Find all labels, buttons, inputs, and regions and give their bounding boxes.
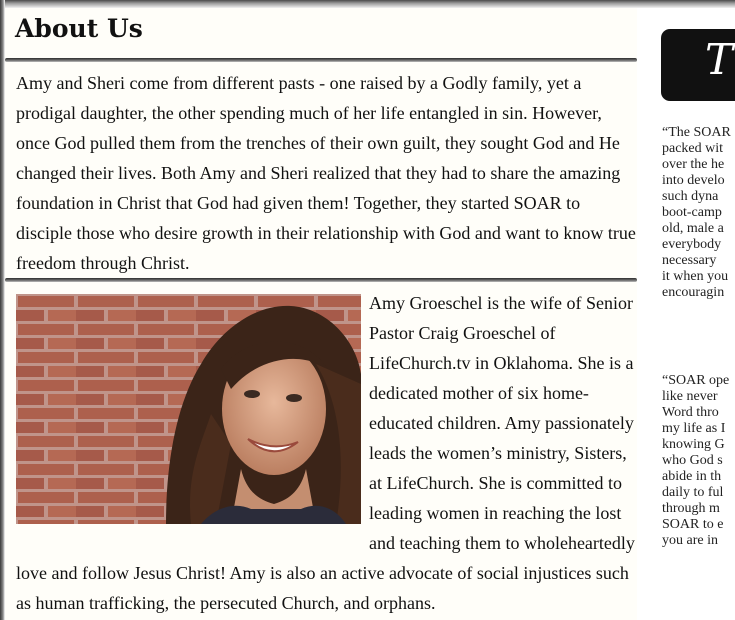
- main-content: [5, 8, 637, 620]
- testimonial-1-line: it when you: [662, 269, 729, 284]
- sidebar-banner-text: T: [705, 35, 734, 84]
- testimonial-2-line: SOAR to e: [662, 517, 724, 532]
- page-title: About Us: [15, 14, 143, 43]
- testimonial-2-line: Word thro: [662, 405, 719, 420]
- divider-top: [5, 58, 637, 62]
- testimonial-2-line: who God s: [662, 453, 723, 468]
- testimonial-1-line: boot-camp: [662, 205, 722, 220]
- testimonial-2-line: daily to ful: [662, 485, 724, 500]
- divider-middle: [5, 278, 637, 282]
- photo-spacer: [16, 288, 369, 531]
- bio-paragraph: [16, 288, 636, 618]
- testimonial-1: [662, 125, 735, 301]
- testimonial-2-line: “SOAR ope: [662, 373, 730, 388]
- testimonial-2-line: my life as I: [662, 421, 726, 436]
- sidebar-banner: [661, 29, 735, 101]
- testimonial-2-line: through m: [662, 501, 720, 516]
- testimonial-2-line: knowing G: [662, 437, 725, 452]
- testimonial-2-line: abide in th: [662, 469, 722, 484]
- testimonial-2-line: like never: [662, 389, 718, 404]
- testimonial-1-line: such dyna: [662, 189, 719, 204]
- testimonial-2: [662, 373, 735, 549]
- testimonial-1-line: necessary: [662, 253, 717, 268]
- top-shadow: [0, 0, 735, 8]
- testimonial-1-line: encouragin: [662, 285, 725, 300]
- bio-text: Amy Groeschel is the wife of Senior Pastor Craig Groeschel of LifeChurch.tv in Oklahoma. She is a dedicated mother of six home-educated children. Amy passionately leads the women’s ministry, Sisters, at LifeChurch. She is committed to leading women in reaching the lost and teaching them to wholeheartedly love and follow Jesus Christ! Amy is also an active advocate of social injustices such as human trafficking, the persecuted Church, and orphans.: [16, 293, 635, 613]
- testimonial-1-line: “The SOAR: [662, 125, 731, 140]
- testimonial-1-line: packed wit: [662, 141, 724, 156]
- testimonial-1-line: old, male a: [662, 221, 724, 236]
- testimonial-1-line: into develo: [662, 173, 725, 188]
- intro-paragraph: Amy and Sheri come from different pasts - one raised by a Godly family, yet a prodigal daughter, the other spending much of her life entangled in sin. However, once God pulled them from the trenches of their own guilt, they sought God and He changed their lives. Both Amy and Sheri realized that they had to share the amazing foundation in Christ that God had given them! Together, they started SOAR to disciple those who desire growth in their relationship with God and want to know true freedom through Christ.: [16, 73, 636, 273]
- testimonial-1-line: over the he: [662, 157, 725, 172]
- testimonial-2-line: you are in: [662, 533, 718, 548]
- testimonial-1-line: everybody: [662, 237, 722, 252]
